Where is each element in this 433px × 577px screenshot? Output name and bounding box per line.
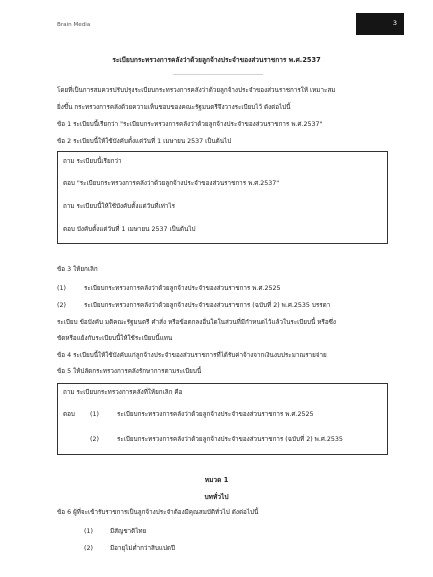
page-number-box [356, 13, 404, 35]
clause-3-continuation-2: ขัดหรือแย้งกับระเบียบนี้ให้ใช้ระเบียบนี้แทน [57, 335, 173, 342]
qa-box-1 [57, 151, 388, 244]
brand-name: Brain Media [57, 22, 91, 28]
clause-6-item-1: มีสัญชาติไทย [110, 528, 147, 535]
qa-box-2 [57, 383, 388, 455]
clause-3-item-2-number: (2) [57, 302, 66, 309]
qa2-answer-2-number: (2) [90, 436, 99, 443]
clause-6-item-2: มีอายุไม่ต่ำกว่าสิบแปดปี [110, 545, 175, 552]
clause-6-item-2-number: (2) [84, 545, 93, 552]
qa1-question-2: ถาม ระเบียบนี้ให้ใช้บังคับตั้งแต่วันที่เท่าไร [63, 203, 175, 210]
clause-3-item-1-number: (1) [57, 285, 66, 292]
qa1-question-1: ถาม ระเบียบนี้เรียกว่า [63, 158, 122, 165]
qa2-answer-2: ระเบียบกระทรวงการคลังว่าด้วยลูกจ้างประจำของส่วนราชการ (ฉบับที่ 2) พ.ศ.2535 [117, 436, 343, 443]
intro-line-1: โดยที่เป็นการสมควรปรับปรุงระเบียบกระทรวงการคลังว่าด้วยลูกจ้างประจำของส่วนราชการให้ เหมาะสม [57, 87, 336, 94]
document-title: ระเบียบกระทรวงการคลังว่าด้วยลูกจ้างประจำของส่วนราชการ พ.ศ.2537 [112, 56, 321, 64]
title-separator: --------------------------------------------- [173, 72, 264, 78]
clause-5: ข้อ 5 ให้ปลัดกระทรวงการคลังรักษาการตามระเบียบนี้ [57, 368, 202, 375]
page-number: 3 [392, 19, 397, 27]
clause-3-continuation-1: ระเบียบ ข้อบังคับ มติคณะรัฐมนตรี คำสั่ง หรือข้อตกลงอื่นใดในส่วนที่มีกำหนดไว้แล้วในระเบียบนี้ หรือซึ่ง [57, 319, 336, 326]
qa2-question: ถาม ระเบียบกระทรวงการคลังที่ให้ยกเลิก คือ [63, 389, 183, 396]
clause-3: ข้อ 3 ให้ยกเลิก [57, 266, 98, 273]
clause-4: ข้อ 4 ระเบียบนี้ให้ใช้บังคับแก่ลูกจ้างประจำของส่วนราชการที่ได้รับค่าจ้างจากเงินงบประมาณรายจ่าย [57, 352, 327, 359]
qa1-answer-1: ตอบ "ระเบียบกระทรวงการคลังว่าด้วยลูกจ้างประจำของส่วนราชการ พ.ศ.2537" [63, 180, 280, 187]
clause-6-item-1-number: (1) [84, 528, 93, 535]
qa2-answer-label: ตอบ [63, 411, 75, 418]
intro-line-2: ยิ่งขึ้น กระทรวงการคลังด้วยความเห็นชอบของคณะรัฐมนตรีจึงวางระเบียบไว้ ดังต่อไปนี้ [57, 104, 291, 111]
clause-3-item-1: ระเบียบกระทรวงการคลังว่าด้วยลูกจ้างประจำของส่วนราชการ พ.ศ.2525 [84, 285, 281, 292]
chapter-title: บททั่วไป [204, 493, 229, 501]
chapter-heading: หมวด 1 [204, 476, 229, 484]
qa2-answer-1: ระเบียบกระทรวงการคลังว่าด้วยลูกจ้างประจำของส่วนราชการ พ.ศ.2525 [117, 411, 314, 418]
qa2-answer-1-number: (1) [90, 411, 99, 418]
clause-2: ข้อ 2 ระเบียบนี้ให้ใช้บังคับตั้งแต่วันที่ 1 เมษายน 2537 เป็นต้นไป [57, 138, 232, 145]
qa1-answer-2: ตอบ บังคับตั้งแต่วันที่ 1 เมษายน 2537 เป็นต้นไป [63, 226, 196, 233]
clause-3-item-2: ระเบียบกระทรวงการคลังว่าด้วยลูกจ้างประจำของส่วนราชการ (ฉบับที่ 2) พ.ศ.2535 บรรดา [84, 302, 331, 309]
clause-6: ข้อ 6 ผู้ที่จะเข้ารับราชการเป็นลูกจ้างประจำต้องมีคุณสมบัติทั่วไป ดังต่อไปนี้ [57, 509, 259, 516]
clause-1: ข้อ 1 ระเบียบนี้เรียกว่า "ระเบียบกระทรวงการคลังว่าด้วยลูกจ้างประจำของส่วนราชการ พ.ศ.2537" [57, 121, 323, 128]
